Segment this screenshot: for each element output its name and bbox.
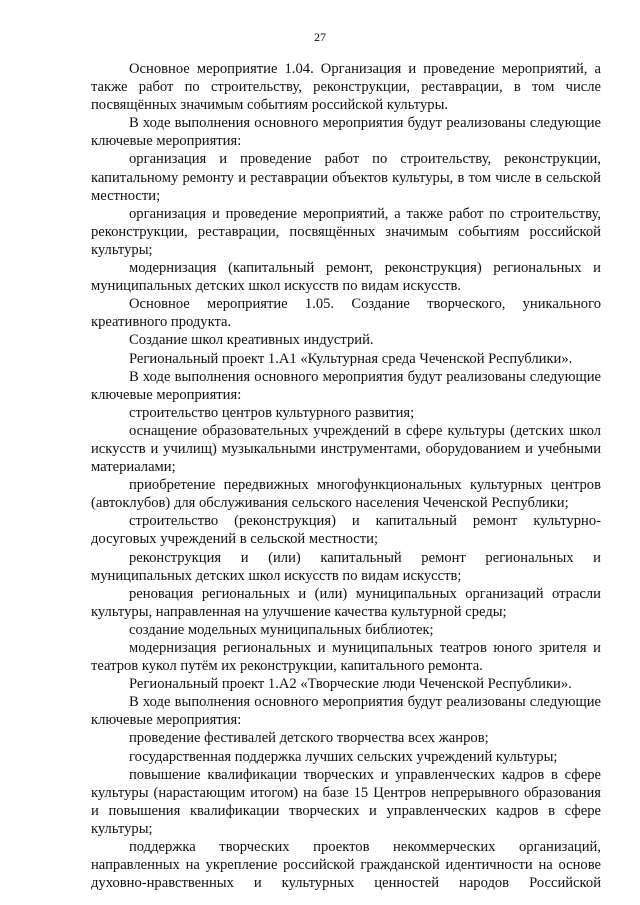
paragraph: государственная поддержка лучших сельских учреждений культуры; bbox=[129, 748, 558, 765]
paragraph: реконструкция и (или) капитальный ремонт региональных и муниципальных детских школ искусств по видам искусств; bbox=[91, 549, 601, 584]
paragraph: организация и проведение мероприятий, а также работ по строительству, реконструкции, реставрации, посвящённых значимым событиям российской культуры; bbox=[91, 205, 601, 258]
paragraph: В ходе выполнения основного мероприятия будут реализованы следующие ключевые мероприятия: bbox=[91, 115, 601, 150]
paragraph: Региональный проект 1.А1 «Культурная среда Чеченской Республики». bbox=[129, 350, 573, 367]
paragraph: оснащение образовательных учреждений в сфере культуры (детских школ искусств и училищ) музыкальными инструментами, оборудованием и учебными материалами; bbox=[91, 422, 601, 476]
paragraph: строительство центров культурного развития; bbox=[129, 404, 415, 421]
paragraph: В ходе выполнения основного мероприятия будут реализованы следующие ключевые мероприятия: bbox=[91, 368, 601, 403]
paragraph: Региональный проект 1.А2 «Творческие люди Чеченской Республики». bbox=[129, 676, 572, 693]
paragraph: строительство (реконструкция) и капитальный ремонт культурно-досуговых учреждений в сельской местности; bbox=[91, 513, 601, 548]
paragraph: Основное мероприятие 1.05. Создание творческого, уникального креативного продукта. bbox=[91, 296, 601, 331]
paragraph: приобретение передвижных многофункциональных культурных центров (автоклубов) для обслуживания сельского населения Чеченской Республики; bbox=[91, 477, 601, 512]
paragraph: модернизация (капитальный ремонт, реконструкция) региональных и муниципальных детских школ искусств по видам искусств. bbox=[91, 260, 601, 295]
page-number: 27 bbox=[314, 30, 326, 44]
paragraph: проведение фестивалей детского творчества всех жанров; bbox=[129, 730, 489, 747]
paragraph: реновация региональных и (или) муниципальных организаций отрасли культуры, направленная на улучшение качества культурной среды; bbox=[91, 585, 601, 620]
paragraph: Основное мероприятие 1.04. Организация и проведение мероприятий, а также работ по строительству, реконструкции, реставрации, в том числе посвящённых значимым событиям российской культуры. bbox=[91, 61, 601, 114]
paragraph: организация и проведение работ по строительству, реконструкции, капитальному ремонту и реставрации объектов культуры, в том числе в сельской местности; bbox=[91, 151, 601, 204]
paragraph: поддержка творческих проектов некоммерческих организаций, направленных на укрепление российской гражданской идентичности на основе духовно-нравственных и культурных ценностей народов Российской bbox=[91, 839, 601, 892]
paragraph: создание модельных муниципальных библиотек; bbox=[129, 621, 434, 638]
document-body bbox=[91, 60, 601, 892]
paragraph: модернизация региональных и муниципальных театров юного зрителя и театров кукол путём их реконструкции, капитального ремонта. bbox=[91, 640, 601, 675]
paragraph: повышение квалификации творческих и управленческих кадров в сфере культуры (нарастающим итогом) на базе 15 Центров непрерывного образования и повышения квалификации творческих и управленческих кадров в сфере культуры; bbox=[91, 766, 601, 837]
paragraph: В ходе выполнения основного мероприятия будут реализованы следующие ключевые мероприятия: bbox=[91, 694, 601, 729]
paragraph: Создание школ креативных индустрий. bbox=[129, 332, 374, 349]
